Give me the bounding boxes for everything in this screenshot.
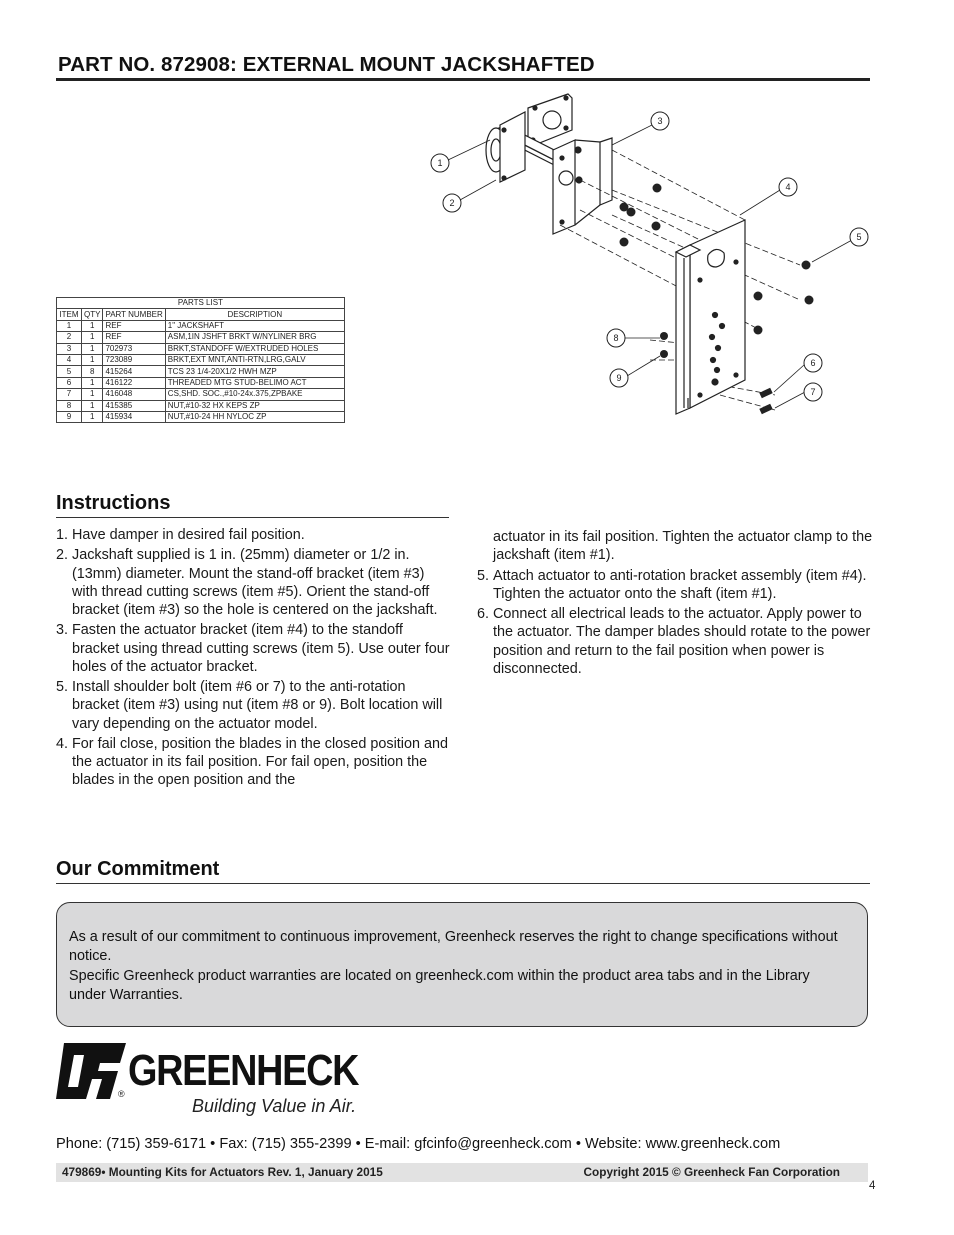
list-item <box>477 567 875 603</box>
bracket-hole-icon <box>543 111 561 129</box>
list-item <box>56 621 454 676</box>
description-cell: BRKT,STANDOFF W/EXTRUDED HOLES <box>165 343 344 354</box>
qty-cell: 1 <box>82 320 103 331</box>
commitment-box <box>56 902 868 1027</box>
callout-2: 2 <box>449 198 455 208</box>
greenheck-logo <box>56 1041 376 1121</box>
callout-7: 7 <box>810 387 816 397</box>
description-cell: CS,SHD. SOC.,#10-24x.375,ZPBAKE <box>165 389 344 400</box>
callout-9: 9 <box>616 373 622 383</box>
item-cell: 7 <box>57 389 82 400</box>
qty-cell: 1 <box>82 354 103 365</box>
item-cell: 9 <box>57 411 82 422</box>
item-text: Install shoulder bolt (item #6 or 7) to the anti-rotation bracket (item #3) using nut (item #8 or 9). Bolt location will vary depending on the actuator model. <box>72 679 443 732</box>
qty-cell: 1 <box>82 389 103 400</box>
instructions-left-column <box>56 526 454 792</box>
item-cell: 6 <box>57 377 82 388</box>
item-cell: 3 <box>57 343 82 354</box>
callout-5: 5 <box>856 232 862 242</box>
table-row <box>57 343 345 354</box>
table-row <box>57 366 345 377</box>
logo-wordmark: GREENHECK <box>128 1046 359 1095</box>
list-item <box>56 546 454 619</box>
table-row <box>57 354 345 365</box>
item-cell: 5 <box>57 366 82 377</box>
commitment-text: As a result of our commitment to continuous improvement, Greenheck reserves the right to change specifications without notice. <box>69 929 838 964</box>
item-number: 5. <box>477 567 490 584</box>
part-number-cell: REF <box>103 320 165 331</box>
item-number: 2. <box>56 547 69 564</box>
col-header: DESCRIPTION <box>165 309 344 320</box>
instructions-list <box>56 526 454 790</box>
table-row <box>57 377 345 388</box>
col-header: QTY <box>82 309 103 320</box>
item-text: For fail close, position the blades in the closed position and the actuator in its fail position. For fail open, position the blades in the open position and the <box>72 735 448 789</box>
part-number-cell: 415385 <box>103 400 165 411</box>
list-item <box>477 605 875 678</box>
list-item <box>56 526 454 544</box>
item-number: 3. <box>56 622 69 639</box>
table-row <box>57 411 345 422</box>
registered-mark: ® <box>118 1089 125 1099</box>
qty-cell: 1 <box>82 343 103 354</box>
title-rule <box>56 78 870 81</box>
item-number: 4. <box>56 735 69 752</box>
qty-cell: 1 <box>82 332 103 343</box>
copyright: Copyright 2015 © Greenheck Fan Corporation <box>583 1165 840 1179</box>
part-number-cell: 702973 <box>103 343 165 354</box>
standoff-bracket <box>553 140 575 234</box>
qty-cell: 1 <box>82 400 103 411</box>
item-number: 6. <box>477 606 490 623</box>
part-number-cell: 415934 <box>103 411 165 422</box>
footer-bar <box>56 1163 868 1182</box>
callout-3: 3 <box>657 116 663 126</box>
part-number-cell: 723089 <box>103 354 165 365</box>
description-cell: BRKT,EXT MNT,ANTI-RTN,LRG,GALV <box>165 354 344 365</box>
warranty-text: Specific Greenheck product warranties are located on greenheck.com within the product area tabs and in the Library under Warranties. <box>69 968 810 1003</box>
table-row <box>57 389 345 400</box>
logo-tagline: Building Value in Air. <box>192 1096 357 1116</box>
exploded-assembly-diagram <box>415 88 880 428</box>
part-number-cell: 416048 <box>103 389 165 400</box>
callout-6: 6 <box>810 358 816 368</box>
item-cell: 8 <box>57 400 82 411</box>
item-cell: 1 <box>57 320 82 331</box>
document-number: 479869• Mounting Kits for Actuators Rev. 1, January 2015 <box>62 1165 383 1179</box>
col-header: PART NUMBER <box>103 309 165 320</box>
item-number: 1. <box>56 527 69 543</box>
part-number-cell: 416122 <box>103 377 165 388</box>
instructions-heading: Instructions <box>56 492 171 514</box>
parts-list-header-row <box>57 309 345 320</box>
item-text: Have damper in desired fail position. <box>72 527 305 543</box>
page-title: PART NO. 872908: EXTERNAL MOUNT JACKSHAFTED <box>58 53 595 76</box>
list-item <box>56 678 454 733</box>
table-row <box>57 400 345 411</box>
description-cell: THREADED MTG STUD-BELIMO ACT <box>165 377 344 388</box>
parts-list-title: PARTS LIST <box>57 298 345 309</box>
item-cell: 4 <box>57 354 82 365</box>
description-cell: TCS 23 1/4-20X1/2 HWH MZP <box>165 366 344 377</box>
qty-cell: 8 <box>82 366 103 377</box>
col-header: ITEM <box>57 309 82 320</box>
commitment-heading: Our Commitment <box>56 858 220 880</box>
list-item <box>56 735 454 790</box>
instructions-rule <box>56 517 449 518</box>
description-cell: 1" JACKSHAFT <box>165 320 344 331</box>
contact-info: Phone: (715) 359-6171 • Fax: (715) 355-2399 • E-mail: gfcinfo@greenheck.com • Website: www.greenheck.com <box>56 1136 781 1152</box>
item-cell: 2 <box>57 332 82 343</box>
item-text: Attach actuator to anti-rotation bracket assembly (item #4). Tighten the actuator onto the shaft (item #1). <box>493 567 867 602</box>
item-text: Fasten the actuator bracket (item #4) to the standoff bracket using thread cutting screws (item 5). Use outer four holes of the actuator bracket. <box>72 622 450 675</box>
instructions-right-column <box>477 528 875 680</box>
callout-1: 1 <box>437 158 443 168</box>
table-row <box>57 320 345 331</box>
description-cell: ASM,1IN JSHFT BRKT W/NYLINER BRG <box>165 332 344 343</box>
instructions-list-continued <box>477 567 875 678</box>
item-number: 5. <box>56 679 69 696</box>
part-number-cell: 415264 <box>103 366 165 377</box>
continued-text: actuator in its fail position. Tighten the actuator clamp to the jackshaft (item #1). <box>493 529 873 564</box>
part-number-cell: REF <box>103 332 165 343</box>
callout-4: 4 <box>785 182 791 192</box>
item-text: Jackshaft supplied is 1 in. (25mm) diameter or 1/2 in. (13mm) diameter. Mount the stand-off bracket (item #3) with thread cutting screws (item #5). Orient the stand-off bracket (item #3) so the hole is centered on the jackshaft. <box>72 547 438 618</box>
description-cell: NUT,#10-24 HH NYLOC ZP <box>165 411 344 422</box>
callout-8: 8 <box>613 333 619 343</box>
parts-list-table <box>56 297 345 423</box>
item-text: Connect all electrical leads to the actuator. Apply power to the actuator. The damper blades should rotate to the power position and return to the fail position when power is disconnected. <box>493 606 871 677</box>
table-row <box>57 332 345 343</box>
page-number: 4 <box>869 1180 876 1192</box>
qty-cell: 1 <box>82 377 103 388</box>
qty-cell: 1 <box>82 411 103 422</box>
commitment-rule <box>56 883 870 884</box>
description-cell: NUT,#10-32 HX KEPS ZP <box>165 400 344 411</box>
